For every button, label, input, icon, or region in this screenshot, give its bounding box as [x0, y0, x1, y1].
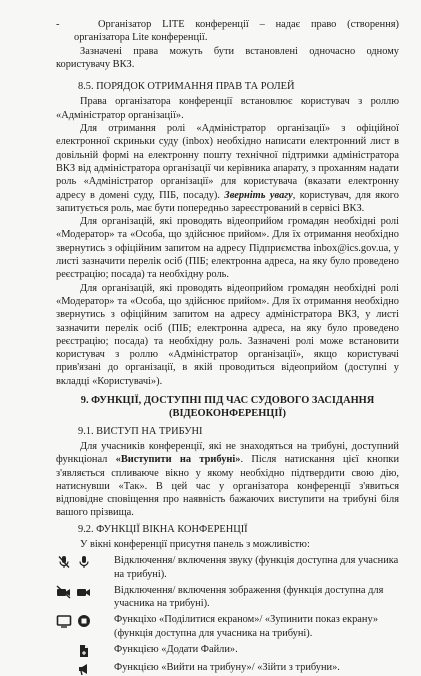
rights-note: Зазначені права можуть бути встановлені одночасно одному користувачу ВКЗ.	[56, 45, 399, 70]
s91-emphasis: «Виступити на трибуні»	[115, 454, 241, 466]
mic-off-icon	[56, 555, 72, 569]
p2-text-after: , користувач, для якого запитується роль, має бути попередньо зареєстрований в сервісі ВКЗ.	[56, 189, 399, 214]
screen-stop-icon	[76, 614, 92, 628]
section-8-5-paragraph-4: Для організацій, які проводять відеоприйом громадян необхідні ролі «Модератор» та «Особа, що здійснює прийом». Для їх отримання необхідно звернутись з офіційним запитом на адресу адміністратора ВКЗ, у листі зазначити перелік осіб (ПІБ; електронна адреса, на яку було проведено реєстрацію; посада) та необхідну роль. Зазначені ролі може встановити користувач з роллю «Адміністратор організації», якщо користувачі прив'язані до організації, в якій проводиться відеоприйом (доступні у вкладці «Користувачі»).	[56, 282, 399, 387]
section-9-2-intro: У вікні конференції присутня панель з можливістю:	[80, 538, 310, 550]
section-8-5-heading: 8.5. ПОРЯДОК ОТРИМАННЯ ПРАВ ТА РОЛЕЙ	[78, 81, 295, 93]
function-text: Функціхо «Поділитися екраном»/ «Зупинити показ екрану» (функція доступна для учасника на трибуні).	[114, 614, 379, 639]
section-9-heading-line-1: 9. ФУНКЦІЇ, ДОСТУПНІ ПІД ЧАС СУДОВОГО ЗАСІДАННЯ	[80, 395, 375, 407]
section-9-1-paragraph	[56, 440, 399, 520]
function-text: Відключення/ включення звуку (функція доступна для учасника на трибуні).	[114, 555, 399, 580]
section-8-5-paragraph-3: Для організацій, які проводять відеоприйом громадян необхідні ролі «Модератор» та «Особа, що здійснює прийом». Для їх отримання необхідно звернутись з офіційним запитом на адресу Підприємства inbox@ics.gov.ua, у листі зазначити перелік осіб (ПІБ; електронна адреса, на яку було проведено реєстрацію; посада) та необхідну роль.	[56, 216, 399, 281]
p2-emphasis: Зверніть увагу	[224, 189, 293, 201]
function-icons	[56, 661, 114, 676]
section-8-5-paragraph-1: Права організатора конференції встановлює користувач з роллю «Адміністратор організації».	[56, 96, 399, 121]
function-icons	[56, 643, 114, 658]
p2-text-before: Для отримання ролі «Адміністратор організації» з офіційної електронної скриньки суду (inbox) необхідно написати електронний лист в довільній формі на електронну пошту технічної підтримки адміністратора ВКЗ від адміністратора організації чи керівника апарату, з проханням надати роль «Адміністратор організації» для користувача (вказати електронну адресу в домені суду, ПІБ, посаду).	[56, 123, 399, 201]
document-body	[56, 18, 399, 676]
function-row-add-file	[56, 643, 399, 658]
function-text: Відключення/ включення зображення (функція доступна для учасника на трибуні).	[114, 584, 384, 610]
s91-text-before: Для учасників конференції, які не знаходяться на трибуні, доступний функціонал	[56, 440, 399, 466]
mic-icon	[76, 555, 92, 569]
bullet-item	[56, 18, 399, 45]
function-icons	[56, 584, 114, 599]
bullet-dash: -	[56, 19, 60, 30]
podium-icon	[76, 662, 92, 676]
bullet-text: Організатор LITE конференції – надає право (створення) організатора Lite конференції.	[74, 19, 399, 44]
function-text: Функцією «Вийти на трибуну»/ «Зійти з трибуни».	[114, 662, 340, 674]
section-8-5-paragraph-2	[56, 122, 399, 215]
function-icons	[56, 554, 114, 569]
function-icons	[56, 613, 114, 628]
s91-text-after: . Після натискання цієї кнопки з'являється спливаюче вікно у якому необхідно підтвердити свою дію, натиснувши «Так». В цей час у організатора конференції з'явиться відповідне сповіщення про наявність бажаючих виступити на трибуні біля вашого прізвища.	[56, 454, 400, 519]
section-9-heading-line-2: (ВІДЕОКОНФЕРЕНЦІЇ)	[169, 408, 286, 420]
camera-off-icon	[56, 585, 72, 599]
function-row-screen	[56, 613, 399, 640]
function-row-podium	[56, 661, 399, 676]
camera-icon	[76, 585, 92, 599]
function-text: Функцією «Додати Файли».	[114, 644, 238, 656]
screen-share-icon	[56, 614, 72, 628]
section-9-2-heading: 9.2. ФУНКЦІЇ ВІКНА КОНФЕРЕНЦІЇ	[78, 523, 248, 535]
function-row-sound	[56, 554, 399, 581]
section-9-1-heading: 9.1. ВИСТУП НА ТРИБУНІ	[78, 425, 203, 437]
add-file-icon	[76, 644, 92, 658]
function-row-video	[56, 584, 399, 611]
section-9-heading	[56, 394, 399, 421]
